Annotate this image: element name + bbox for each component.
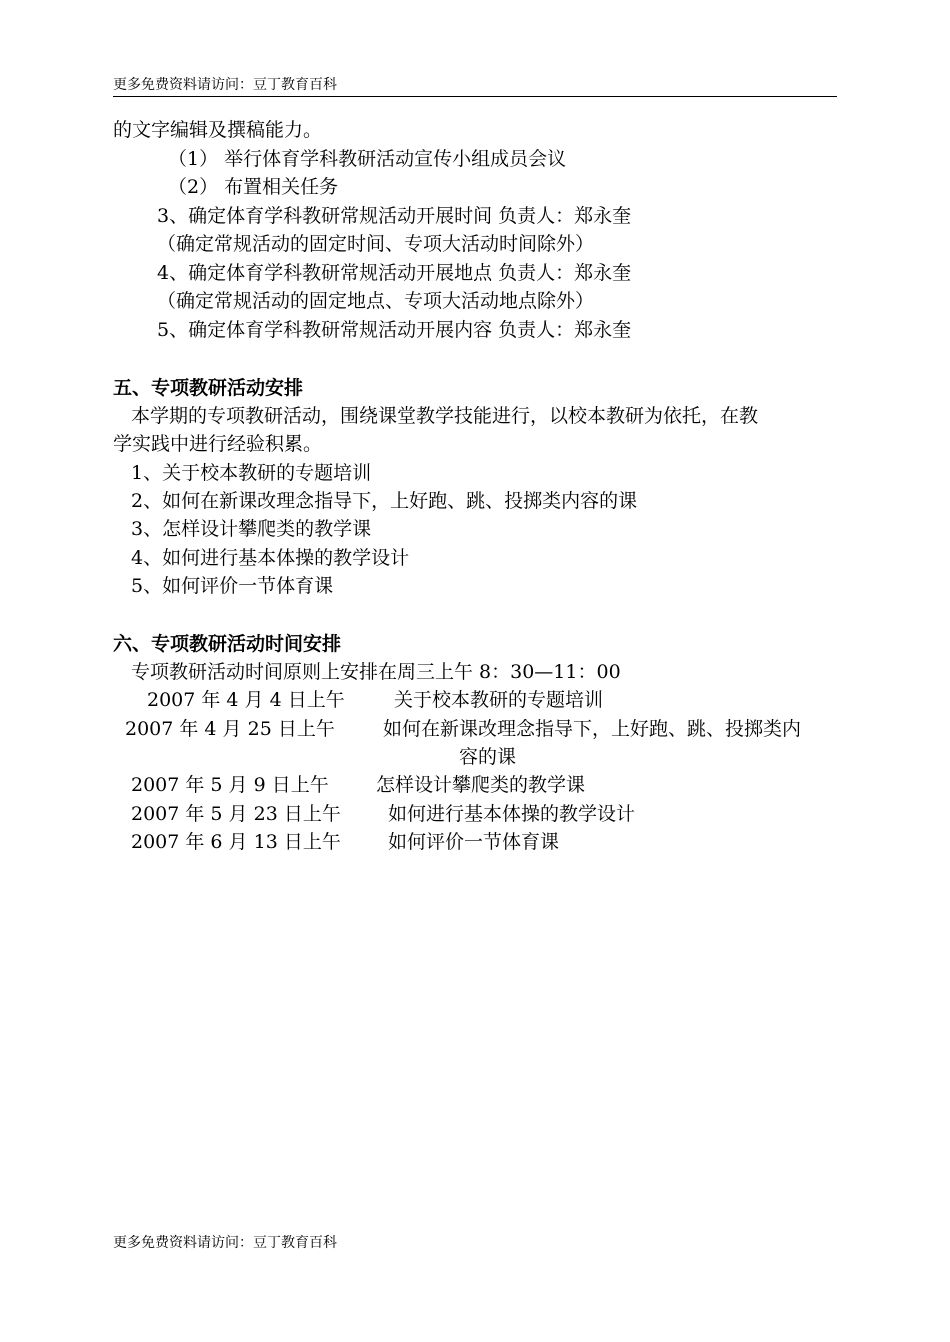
sub-item-1: （1） 举行体育学科教研活动宣传小组成员会议	[168, 148, 567, 170]
list-item-5: 5、确定体育学科教研常规活动开展内容 负责人：郑永奎	[157, 319, 632, 341]
schedule-topic: 如何评价一节体育课	[388, 831, 560, 853]
schedule-topic: 如何进行基本体操的教学设计	[388, 803, 636, 825]
sub-item-2: （2） 布置相关任务	[168, 176, 339, 198]
section-5-intro-cont: 学实践中进行经验积累。	[113, 433, 323, 455]
list-item-3: 3、确定体育学科教研常规活动开展时间 负责人：郑永奎	[157, 205, 632, 227]
schedule-topic: 怎样设计攀爬类的教学课	[376, 774, 586, 796]
page-header	[113, 76, 837, 97]
list-item: 2、如何在新课改理念指导下，上好跑、跳、投掷类内容的课	[131, 490, 638, 512]
schedule-date: 2007 年 5 月 23 日上午	[131, 803, 341, 825]
paragraph-line: 的文字编辑及撰稿能力。	[113, 119, 323, 141]
list-item-4: 4、确定体育学科教研常规活动开展地点 负责人：郑永奎	[157, 262, 632, 284]
page-footer	[113, 1234, 337, 1252]
schedule-topic-cont: 容的课	[459, 746, 517, 768]
schedule-topic: 关于校本教研的专题培训	[394, 689, 604, 711]
footer-text: 更多免费资料请访问：豆丁教育百科	[113, 1235, 337, 1251]
schedule-topic: 如何在新课改理念指导下，上好跑、跳、投掷类内	[383, 718, 802, 740]
section-6-intro: 专项教研活动时间原则上安排在周三上午 8：30—11：00	[131, 661, 621, 683]
list-item: 1、关于校本教研的专题培训	[131, 462, 372, 484]
schedule-date: 2007 年 4 月 25 日上午	[125, 718, 335, 740]
list-item: 3、怎样设计攀爬类的教学课	[131, 518, 372, 540]
header-text: 更多免费资料请访问：豆丁教育百科	[113, 77, 337, 93]
section-5-intro: 本学期的专项教研活动，围绕课堂教学技能进行，以校本教研为依托，在教	[131, 405, 759, 427]
schedule-date: 2007 年 6 月 13 日上午	[131, 831, 341, 853]
schedule-date: 2007 年 5 月 9 日上午	[131, 774, 329, 796]
list-item-3-note: （确定常规活动的固定时间、专项大活动时间除外）	[157, 233, 595, 255]
list-item: 4、如何进行基本体操的教学设计	[131, 547, 410, 569]
section-6-title: 六、专项教研活动时间安排	[113, 633, 342, 655]
list-item-4-note: （确定常规活动的固定地点、专项大活动地点除外）	[157, 290, 595, 312]
list-item: 5、如何评价一节体育课	[131, 575, 334, 597]
section-5-title: 五、专项教研活动安排	[113, 377, 304, 399]
schedule-date: 2007 年 4 月 4 日上午	[147, 689, 345, 711]
